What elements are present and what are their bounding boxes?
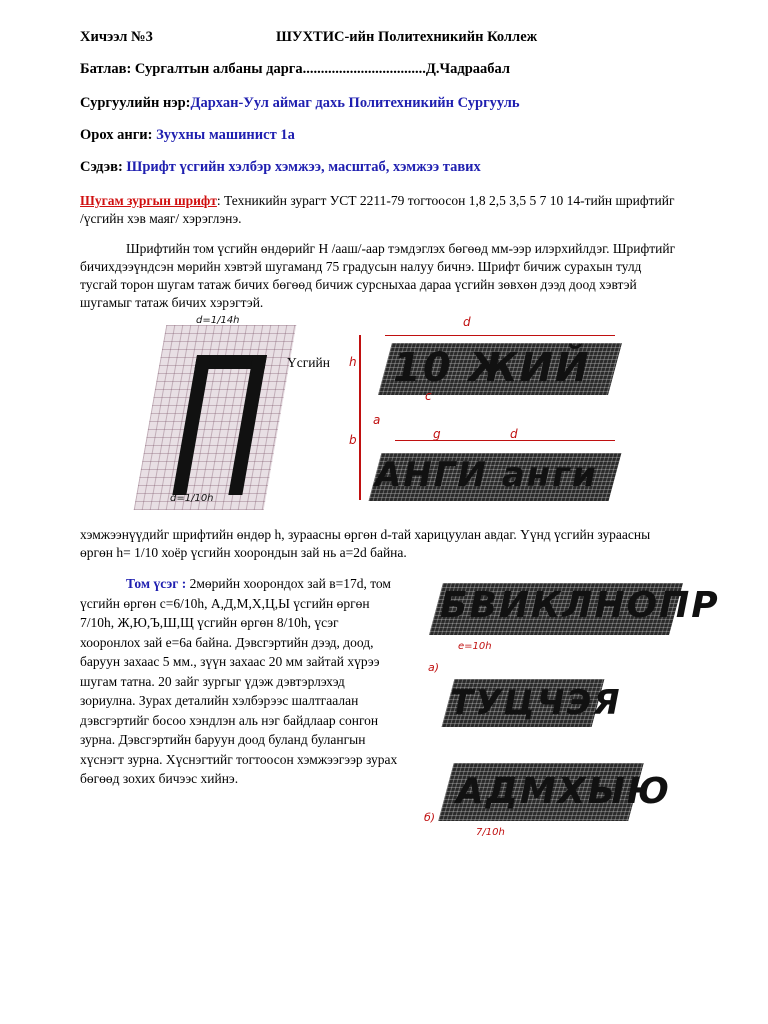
mark-d-top: d: [463, 315, 471, 329]
paragraph-1: Шрифтийн том үсгийн өндөрийг Н /ааш/-аар тэмдэглэх бөгөөд мм-ээр илэрхийлдэг. Шрифтийг бичихдээүндсэн мөрийн хэвтэй шугаманд 75 градусын налуу бичнэ. Шрифт бичиж сурахын тулд тусгай торон шугам татаж бичих бөгөөд бичиж сурсныхаа дараа үсгийн зөвхөн дээд доод хэвтэй шугамыг татаж бичих хэрэгтэй.: [80, 241, 676, 310]
letter-p-grid-figure: [134, 325, 297, 510]
lesson-number: Хичээл №3: [80, 29, 153, 45]
paragraph-2: хэмжээнүүдийг шрифтийн өндөр h, зураасны өргөн d-тай харицуулан авдаг. Үүнд үсгийн зураасны өргөн h= 1/10 хоёр үсгийн хоорондын зай нь a=2d байна.: [80, 527, 651, 560]
band-upper-1-text: БВИКЛНОПР: [440, 585, 720, 626]
dim-label-1: e=10h: [458, 641, 492, 652]
letter-p-shape: [172, 355, 267, 495]
school-line: [80, 95, 520, 112]
section2-title: Том үсэг :: [126, 576, 187, 591]
alphabet-bands-figure: [418, 575, 720, 845]
school-label: Сургуулийн нэр:: [80, 95, 191, 111]
class-line: [80, 127, 295, 144]
topic-label: Сэдэв:: [80, 159, 123, 175]
mark-a: a: [373, 413, 381, 427]
topic-value: Шрифт үсгийн хэлбэр хэмжээ, масштаб, хэмжээ тавих: [126, 159, 481, 175]
label-a: a): [428, 661, 440, 674]
topic-line: [80, 159, 481, 176]
approval-line: Батлав: Сургалтын албаны дарга..................................Д.Чадраабал: [80, 61, 511, 77]
section1-title: Шугам зургын шрифт: [80, 193, 217, 208]
letter-dimension-figure: [345, 315, 620, 505]
label-b: б): [424, 811, 436, 824]
section2-text: 2мөрийн хоорондох зай в=17d, том үсгийн өргөн с=6/10h, А,Д,М,Х,Ц,Ы үсгийн өргөн 7/10h, Ж,Ю,Ъ,Ш,Щ үсгийн өргөн 8/10h, үсэг хооронлох зай е=6а байна. Дэвсгэртийн дээд, доод, баруун захаас 5 мм., зүүн захаас 20 мм зайтай хүрээ шугам татна. 20 зайг зургыг үдэж дэвтэрлэхэд зориулна. Зурах деталийн хэлбэрээс шалтгаалан дэвсгэртийг босоо хэндлэн аль нэг байдлаар сонгон зурна. Дэвсгэртийн баруун доод буланд булангын хүснэгт зурна. Хүснэгтийг тогтоосон хэмжээгээр зурах бөгөөд зохих бичээс хийнэ.: [80, 576, 398, 786]
dim-bottom-label: d=1/10h: [170, 493, 214, 504]
figure1-caption: Үсгийн: [287, 355, 330, 370]
section1-text: : Техникийн зурагт УСТ 2211-79 тогтоосон 1,8 2,5 3,5 5 7 10 14-тийн шрифтийг /үсгийн хэв маяг/ хэрэглэнэ.: [80, 193, 675, 226]
dim-top-label: d=1/14h: [196, 315, 240, 326]
band-2-text: АНГИ анги: [375, 455, 598, 495]
section1-paragraph: [80, 192, 680, 228]
section2-paragraph: [80, 574, 402, 789]
mark-g: g: [433, 427, 441, 441]
class-label: Орох анги:: [80, 127, 153, 143]
band-upper-2-text: ТУЦЧЭЯ: [450, 683, 622, 723]
mark-h: h: [349, 355, 357, 369]
school-value: Дархан-Уул аймаг дахь Политехникийн Сургууль: [190, 95, 520, 111]
class-value: Зуухны машинист 1а: [156, 127, 295, 143]
band-upper-3-text: АДМХЫЮ: [456, 771, 672, 812]
mark-c: c: [425, 389, 432, 403]
mark-b: b: [349, 433, 357, 447]
dim-label-2: 7/10h: [476, 827, 505, 838]
band-1-text: 10 ЖИЙ: [393, 345, 591, 391]
college-name: ШУХТИС-ийн Политехникийн Коллеж: [276, 29, 538, 45]
mark-d-bottom: d: [510, 427, 518, 441]
